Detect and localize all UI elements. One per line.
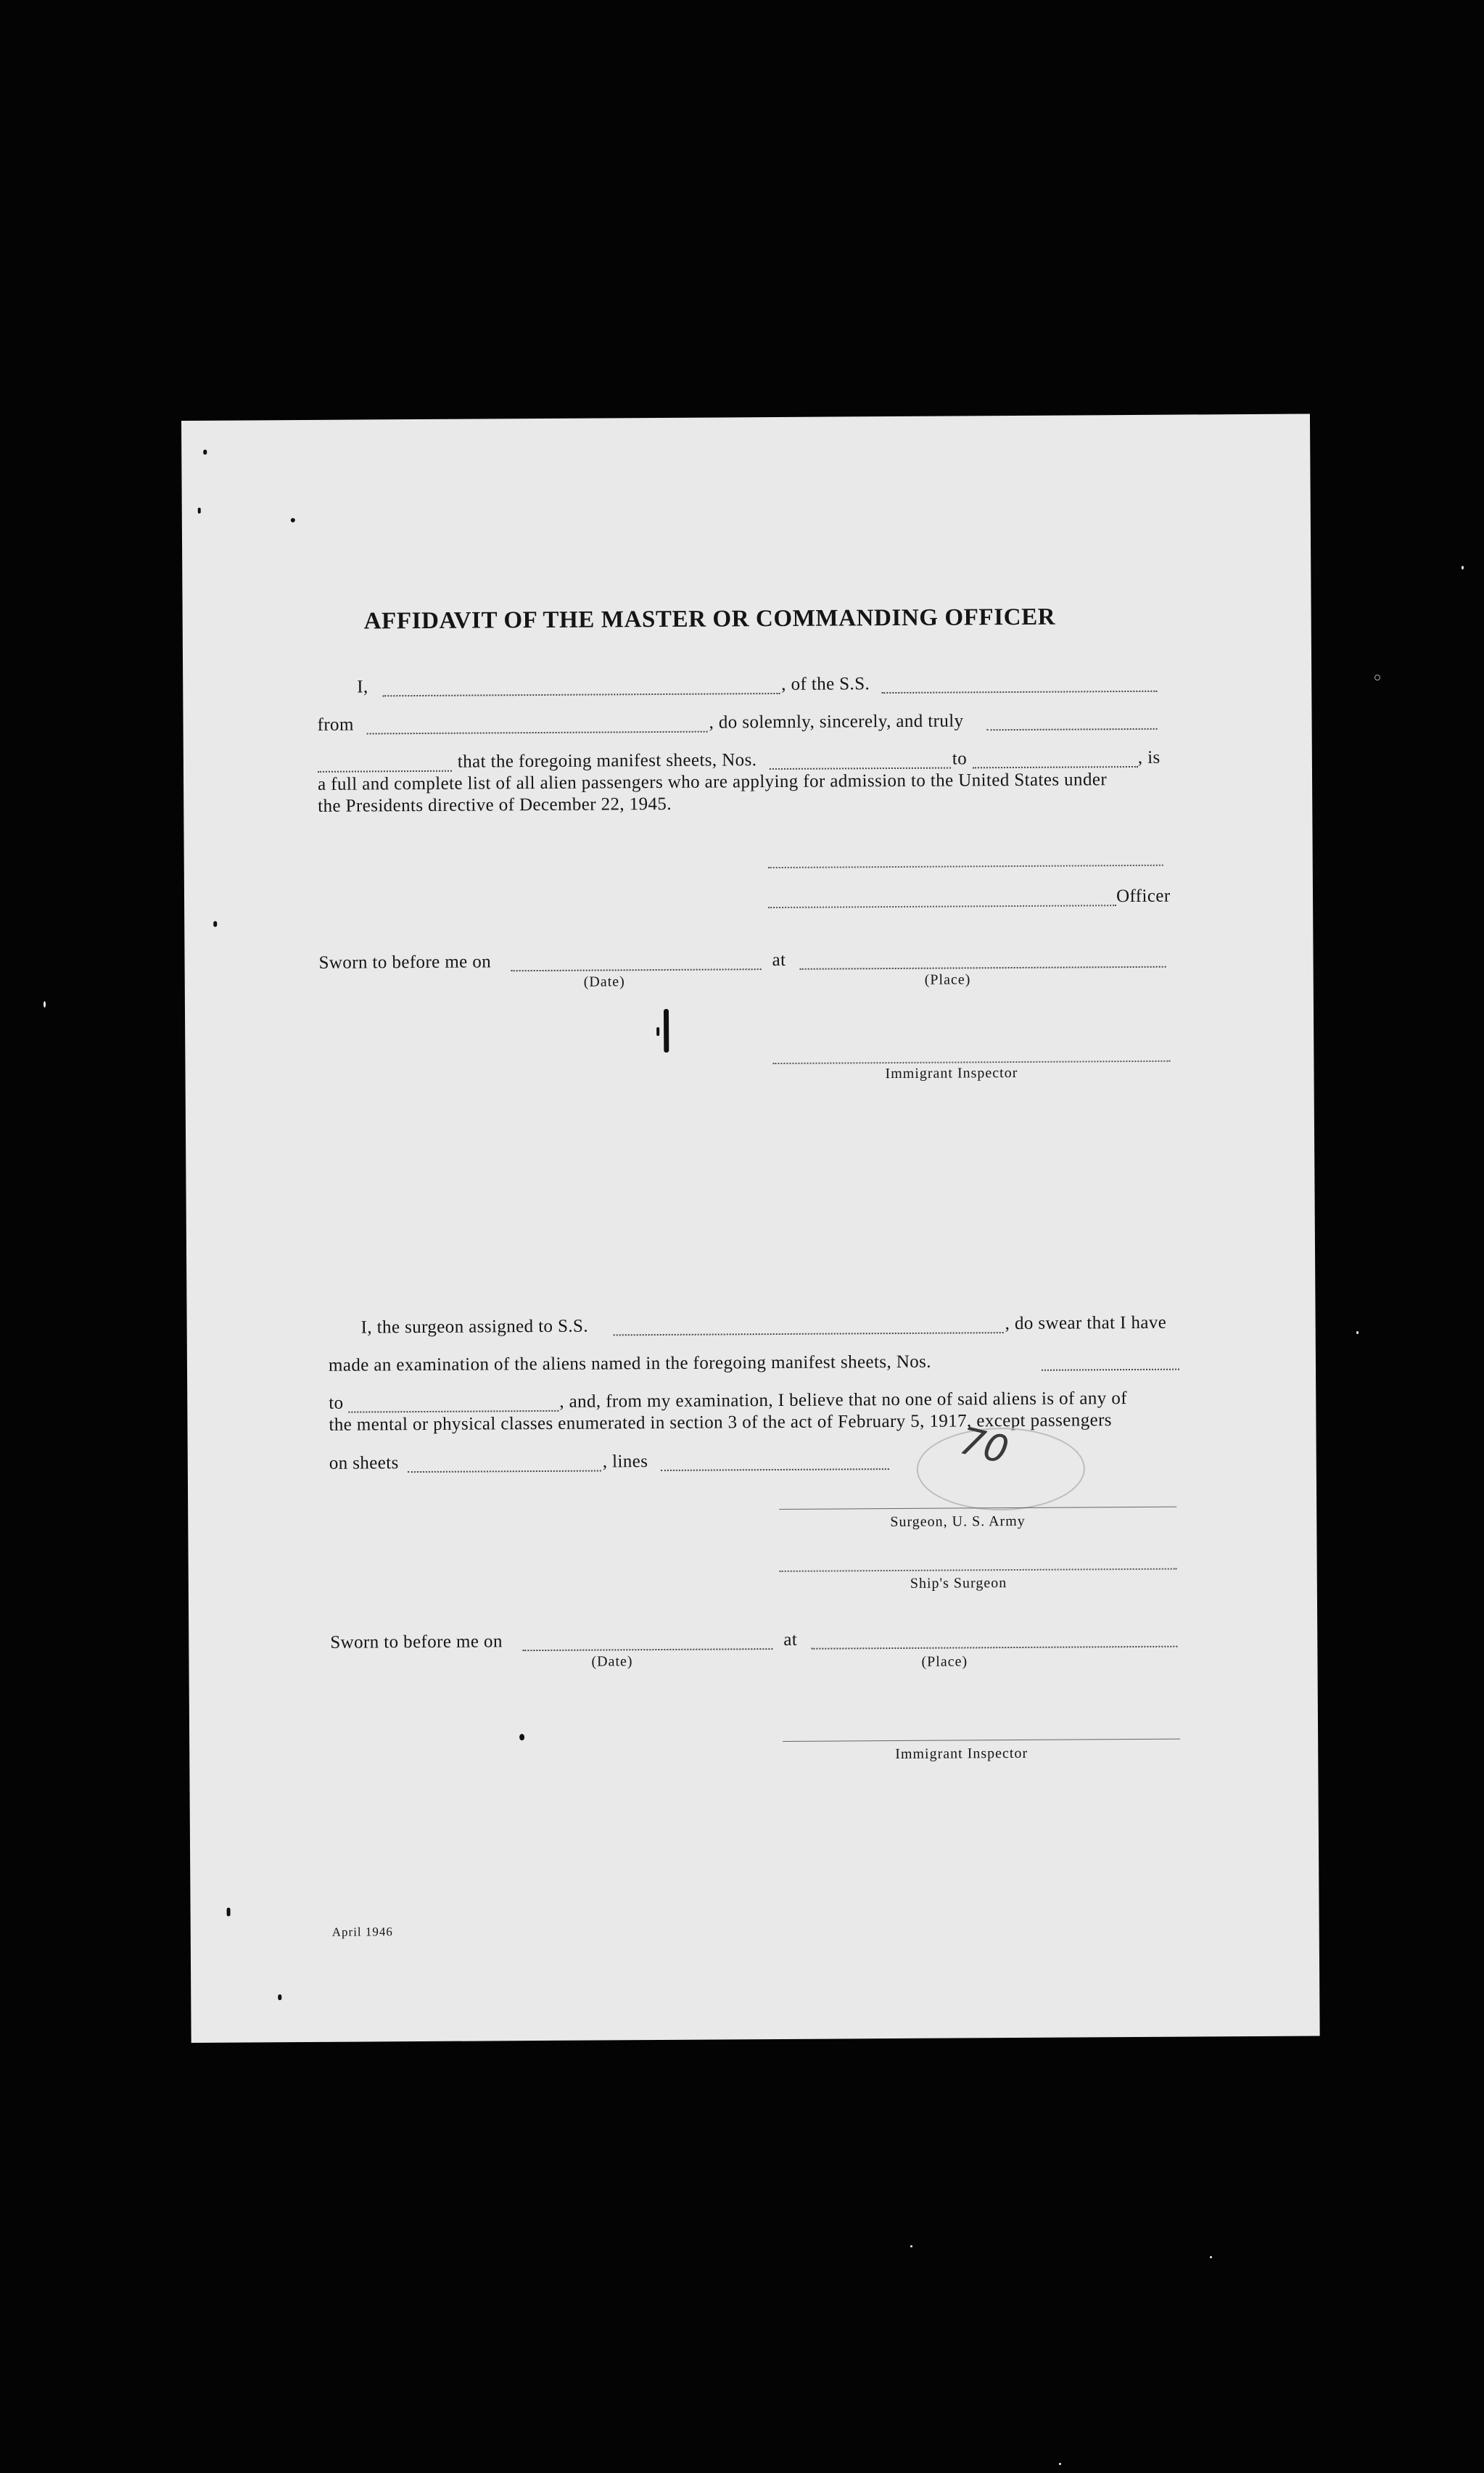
master-name-field[interactable]: [382, 693, 780, 696]
surgeon-nos-to-field[interactable]: [348, 1410, 558, 1413]
master-place-caption: (Place): [924, 971, 971, 988]
surgeon-examination-label: made an examination of the aliens named in the foregoing manifest sheets, Nos.: [328, 1351, 931, 1375]
surgeon-classes-line: the mental or physical classes enumerated in section 3 of the act of February 5, 1917, except passengers: [329, 1410, 1112, 1435]
form-title: AFFIDAVIT OF THE MASTER OR COMMANDING OFFICER: [363, 604, 1056, 635]
master-nos-from-field[interactable]: [770, 768, 951, 770]
surgeon-sworn-date-field[interactable]: [522, 1648, 772, 1651]
master-ship-field[interactable]: [881, 691, 1157, 694]
surgeon-at-label: at: [783, 1629, 798, 1650]
master-i-label: I,: [357, 677, 368, 697]
master-truly-field[interactable]: [987, 728, 1158, 731]
scan-speck: [1374, 675, 1380, 680]
officer-signature-field[interactable]: [768, 905, 1116, 908]
surgeon-inspector-caption: Immigrant Inspector: [895, 1745, 1029, 1763]
master-at-label: at: [772, 950, 786, 971]
affidavit-sheet: [181, 413, 1320, 2042]
master-date-caption: (Date): [583, 974, 625, 990]
surgeon-to-label: to: [329, 1393, 344, 1413]
surgeon-inspector-signature-field[interactable]: [783, 1739, 1180, 1742]
master-statement-line: a full and complete list of all alien passengers who are applying for admission to the United States under: [317, 770, 1108, 794]
master-is-label: , is: [1137, 747, 1161, 768]
master-inspector-signature-field[interactable]: [772, 1061, 1170, 1064]
form-revision-date: April 1946: [331, 1925, 393, 1939]
master-signature-field[interactable]: [768, 865, 1163, 868]
scan-speck: [44, 1001, 46, 1008]
scan-speck: [1462, 566, 1464, 569]
surgeon-ship-field[interactable]: [614, 1332, 1004, 1336]
master-manifest-label: that the foregoing manifest sheets, Nos.: [457, 750, 757, 772]
army-surgeon-caption: Surgeon, U. S. Army: [890, 1513, 1026, 1531]
surgeon-lines-label: , lines: [602, 1452, 648, 1472]
edge-speck: [198, 508, 201, 514]
handwritten-number: 70: [955, 1419, 1013, 1473]
surgeon-sworn-label: Sworn to before me on: [330, 1631, 503, 1653]
master-declaration-label: , do solemnly, sincerely, and truly: [709, 711, 964, 733]
ink-blot: [664, 1009, 669, 1053]
surgeon-sworn-place-field[interactable]: [811, 1646, 1177, 1650]
surgeon-swear-label: , do swear that I have: [1005, 1312, 1167, 1334]
surgeon-place-caption: (Place): [921, 1653, 968, 1670]
surgeon-sheets-field[interactable]: [408, 1470, 601, 1473]
ship-surgeon-signature-field[interactable]: [780, 1568, 1177, 1572]
edge-speck: [213, 921, 217, 927]
surgeon-nos-from-field[interactable]: [1042, 1369, 1179, 1371]
scan-speck: [1356, 1331, 1359, 1334]
ship-surgeon-caption: Ship's Surgeon: [910, 1575, 1007, 1592]
surgeon-belief-label: , and, from my examination, I believe that no one of said aliens is of any of: [559, 1388, 1128, 1412]
scan-speck: [1210, 2256, 1212, 2258]
ink-blot: [656, 1027, 659, 1036]
surgeon-lines-field[interactable]: [661, 1468, 889, 1471]
master-sworn-label: Sworn to before me on: [318, 952, 492, 973]
officer-label: Officer: [1116, 886, 1171, 907]
surgeon-sheets-label: on sheets: [329, 1453, 399, 1473]
edge-speck: [291, 518, 295, 522]
master-inspector-caption: Immigrant Inspector: [885, 1064, 1018, 1082]
master-from-field[interactable]: [367, 731, 708, 735]
master-to-label: to: [952, 749, 968, 769]
surgeon-assigned-label: I, the surgeon assigned to S.S.: [360, 1316, 589, 1338]
master-nos-to-field[interactable]: [973, 766, 1138, 768]
edge-speck: [203, 450, 207, 455]
master-sworn-place-field[interactable]: [800, 966, 1166, 970]
edge-speck: [227, 1908, 231, 1917]
surgeon-date-caption: (Date): [591, 1653, 633, 1670]
scan-speck: [1059, 2463, 1061, 2465]
scan-speck: [910, 2245, 912, 2247]
master-directive-line: the Presidents directive of December 22, 1945.: [318, 794, 672, 816]
ink-blot: [519, 1734, 524, 1740]
master-sworn-date-field[interactable]: [511, 968, 762, 971]
master-from-label: from: [317, 715, 354, 735]
edge-speck: [278, 1994, 281, 2000]
master-blank-field[interactable]: [318, 770, 452, 773]
master-of-ss-label: , of the S.S.: [781, 674, 870, 694]
